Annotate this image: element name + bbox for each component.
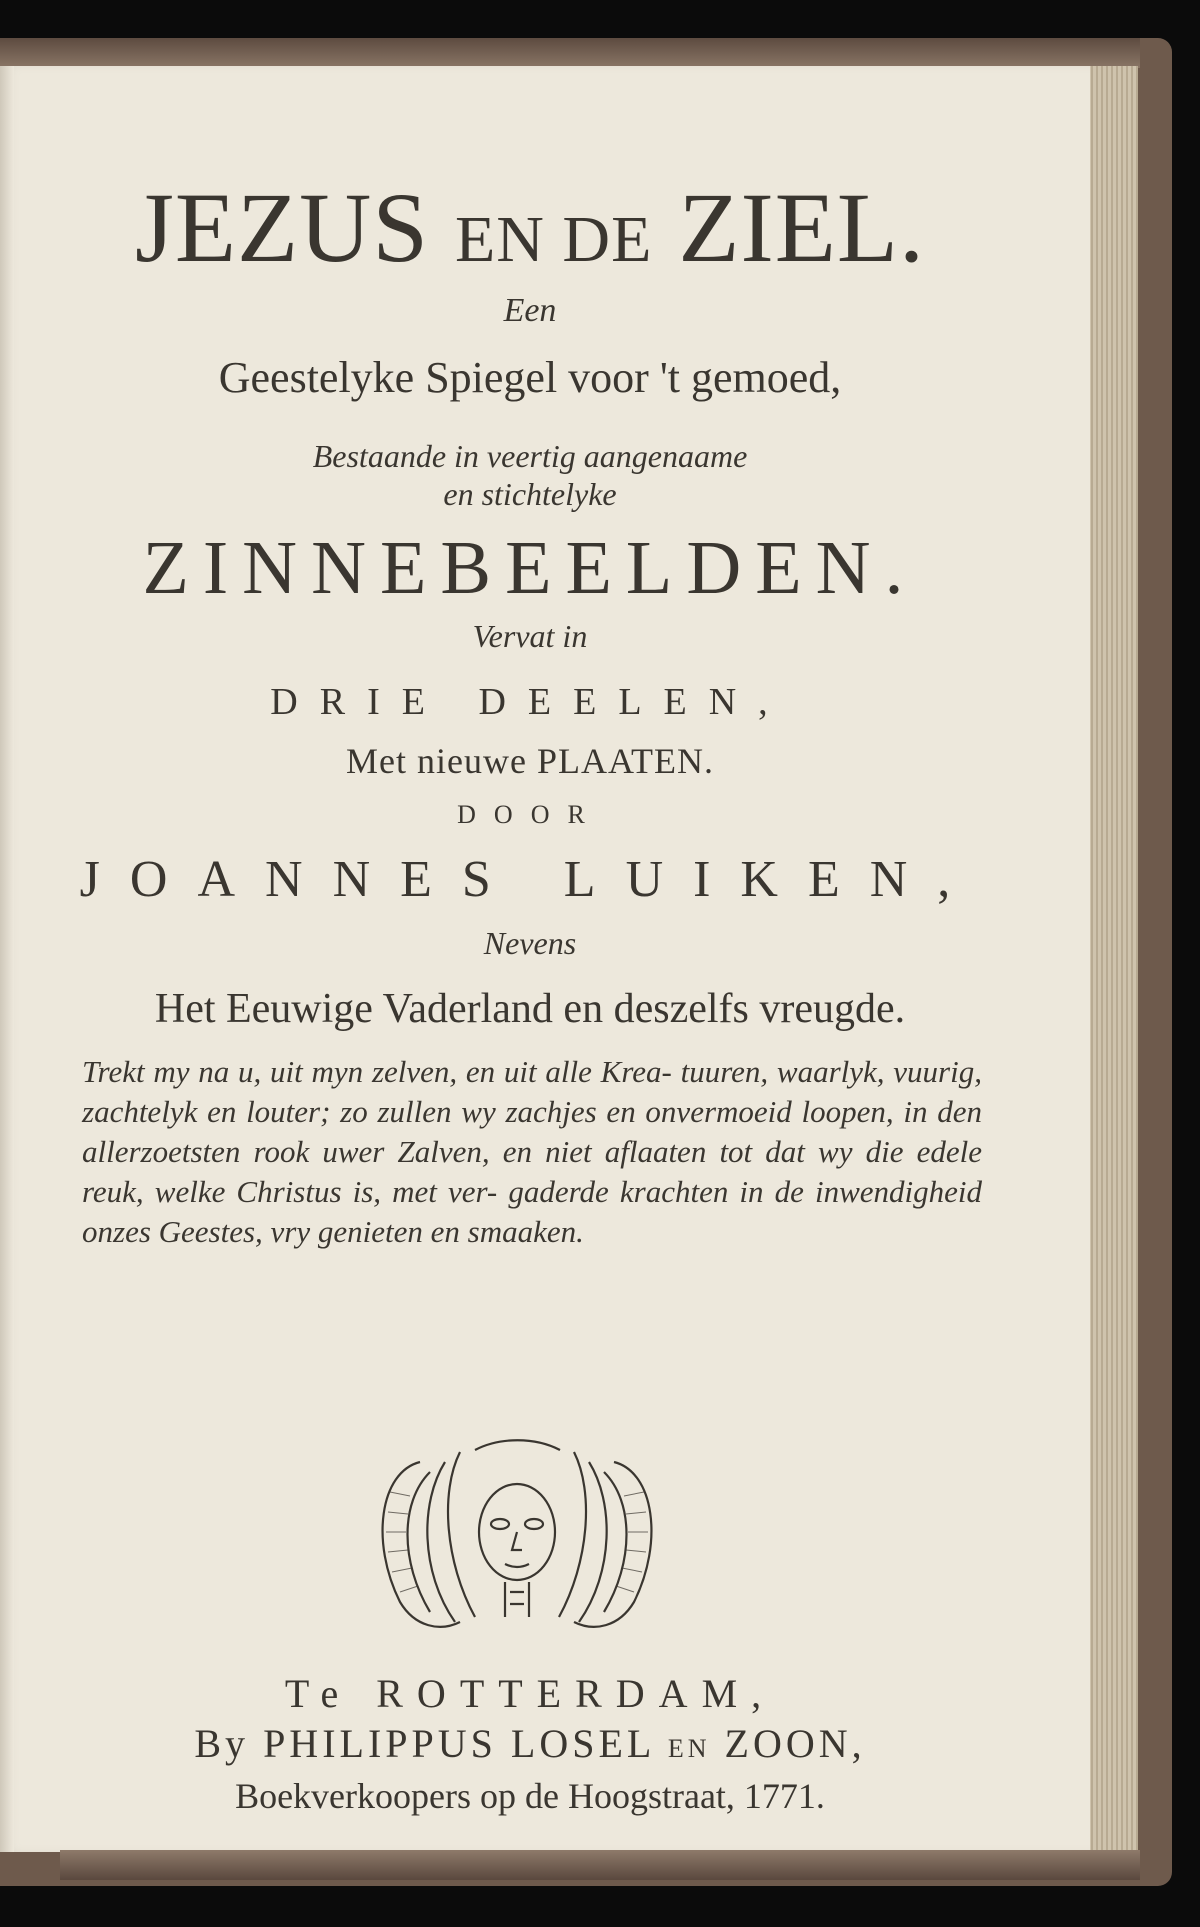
- cover-bottom-edge: [60, 1850, 1140, 1880]
- imprint-address: Boekverkoopers op de Hoogstraat, 1771.: [235, 1776, 825, 1816]
- cover-top-edge: [0, 38, 1140, 68]
- book-title: [60, 170, 1000, 285]
- imprint-by: By: [194, 1721, 250, 1766]
- door-text: DOOR: [457, 800, 603, 829]
- imprint-publisher: [60, 1720, 1000, 1767]
- imprint-en: EN: [667, 1734, 711, 1763]
- vervat-in-text: Vervat in: [472, 618, 588, 654]
- description-line-2: en stichtelyke: [443, 476, 617, 512]
- met-plaaten-text: Met nieuwe PLAATEN.: [346, 741, 714, 781]
- imprint-rotterdam: ROTTERDAM,: [376, 1671, 776, 1716]
- imprint-publisher-name: PHILIPPUS LOSEL: [263, 1721, 654, 1766]
- page-gutter: [0, 66, 14, 1852]
- author-name: JOANNES LUIKEN,: [79, 851, 981, 908]
- drie-deelen-text: DRIE DEELEN,: [270, 681, 790, 723]
- page-fore-edge: [1088, 66, 1138, 1852]
- cherub-ornament-icon: [360, 1432, 674, 1637]
- title-en-de: EN DE: [454, 203, 653, 276]
- epigraph-quote: Trekt my na u, uit myn zelven, en uit alle Krea- tuuren, waarlyk, vuurig, zachtelyk en louter; zo zullen wy zachjes en onvermoeid loopen, in den allerzoetsten rook uwer Zalven, en niet aflaaten tot dat wy die edele reuk, welke Christus is, met ver- gaderde krachten in de inwendigheid onzes Geestes, vry genieten en smaaken.: [82, 1054, 982, 1249]
- imprint-city: [60, 1670, 1000, 1717]
- imprint-te: Te: [284, 1671, 353, 1716]
- title-ziel: ZIEL.: [678, 172, 925, 283]
- nevens-text: Nevens: [483, 925, 577, 961]
- subtitle: Geestelyke Spiegel voor 't gemoed,: [218, 353, 842, 402]
- second-work-title: Het Eeuwige Vaderland en deszelfs vreugde.: [154, 986, 906, 1032]
- een-text: Een: [503, 292, 557, 329]
- imprint-zoon: ZOON,: [724, 1721, 866, 1766]
- zinnebeelden-heading: ZINNEBEELDEN.: [142, 526, 918, 610]
- title-jezus: JEZUS: [135, 172, 429, 283]
- description-line-1: Bestaande in veertig aangenaame: [312, 438, 748, 474]
